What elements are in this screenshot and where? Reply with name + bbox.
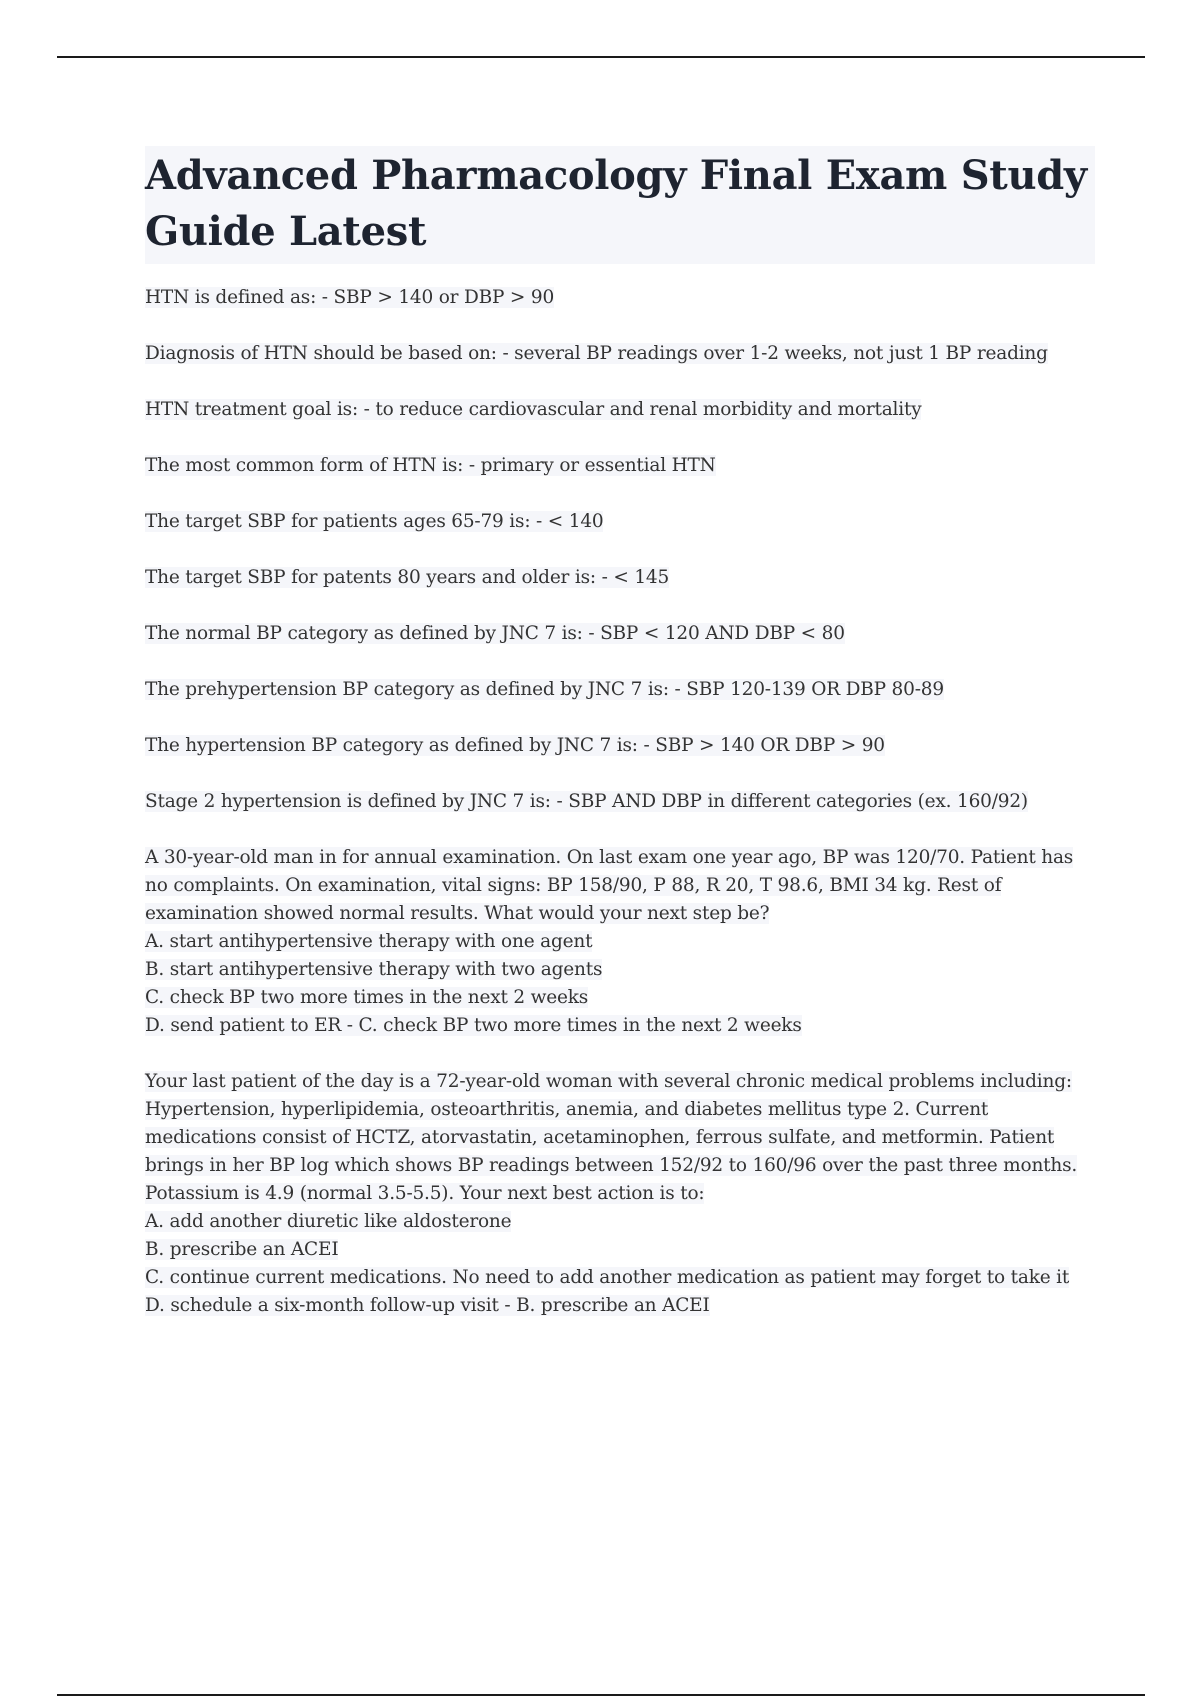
case-option-b: B. start antihypertensive therapy with two agents	[145, 959, 603, 980]
qa-item-prehypertension	[145, 676, 1095, 704]
qa-text: Diagnosis of HTN should be based on: - several BP readings over 1-2 weeks, not just 1 BP reading	[145, 343, 1048, 364]
case-stem: A 30-year-old man in for annual examination. On last exam one year ago, BP was 120/70. Patient has no complaints. On examination, vital signs: BP 158/90, P 88, R 20, T 98.6, BMI 34 kg. Rest of examination showed normal results. What would your next step be?	[145, 847, 1074, 924]
qa-item-common-form	[145, 452, 1095, 480]
qa-item-stage-2	[145, 788, 1095, 816]
document-body	[145, 146, 1095, 1348]
qa-item-hypertension	[145, 732, 1095, 760]
qa-text: The hypertension BP category as defined by JNC 7 is: - SBP > 140 OR DBP > 90	[145, 735, 885, 756]
bottom-rule	[57, 1694, 1145, 1696]
qa-item-normal-bp	[145, 620, 1095, 648]
document-title: Advanced Pharmacology Final Exam Study Guide Latest	[145, 146, 1095, 264]
case-option-d-answer: D. schedule a six-month follow-up visit - B. prescribe an ACEI	[145, 1295, 710, 1316]
qa-item-htn-diagnosis	[145, 340, 1095, 368]
top-rule	[57, 56, 1145, 58]
qa-item-treatment-goal	[145, 396, 1095, 424]
qa-item-target-sbp-80-plus	[145, 564, 1095, 592]
qa-item-target-sbp-65-79	[145, 508, 1095, 536]
case-question-2	[145, 1068, 1095, 1320]
qa-text: HTN treatment goal is: - to reduce cardiovascular and renal morbidity and mortality	[145, 399, 922, 420]
case-option-d-answer: D. send patient to ER - C. check BP two more times in the next 2 weeks	[145, 1015, 802, 1036]
case-option-a: A. start antihypertensive therapy with one agent	[145, 931, 593, 952]
qa-text: HTN is defined as: - SBP > 140 or DBP > 90	[145, 287, 555, 308]
qa-text: The target SBP for patients ages 65-79 is: - < 140	[145, 511, 604, 532]
case-option-c: C. continue current medications. No need to add another medication as patient may forget to take it	[145, 1267, 1070, 1288]
case-option-a: A. add another diuretic like aldosterone	[145, 1211, 512, 1232]
qa-text: Stage 2 hypertension is defined by JNC 7 is: - SBP AND DBP in different categories (ex. 160/92)	[145, 791, 1028, 812]
qa-item-htn-definition	[145, 284, 1095, 312]
qa-text: The target SBP for patents 80 years and older is: - < 145	[145, 567, 670, 588]
qa-text: The prehypertension BP category as defined by JNC 7 is: - SBP 120-139 OR DBP 80-89	[145, 679, 944, 700]
case-option-c: C. check BP two more times in the next 2 weeks	[145, 987, 589, 1008]
case-stem: Your last patient of the day is a 72-year-old woman with several chronic medical problems including: Hypertension, hyperlipidemia, osteoarthritis, anemia, and diabetes mellitus type 2. Current medications consist of HCTZ, atorvastatin, acetaminophen, ferrous sulfate, and metformin. Patient brings in her BP log which shows BP readings between 152/92 to 160/96 over the past three months. Potassium is 4.9 (normal 3.5-5.5). Your next best action is to:	[145, 1071, 1078, 1204]
case-option-b: B. prescribe an ACEI	[145, 1239, 339, 1260]
qa-text: The most common form of HTN is: - primary or essential HTN	[145, 455, 716, 476]
case-question-1	[145, 844, 1095, 1040]
qa-text: The normal BP category as defined by JNC 7 is: - SBP < 120 AND DBP < 80	[145, 623, 845, 644]
